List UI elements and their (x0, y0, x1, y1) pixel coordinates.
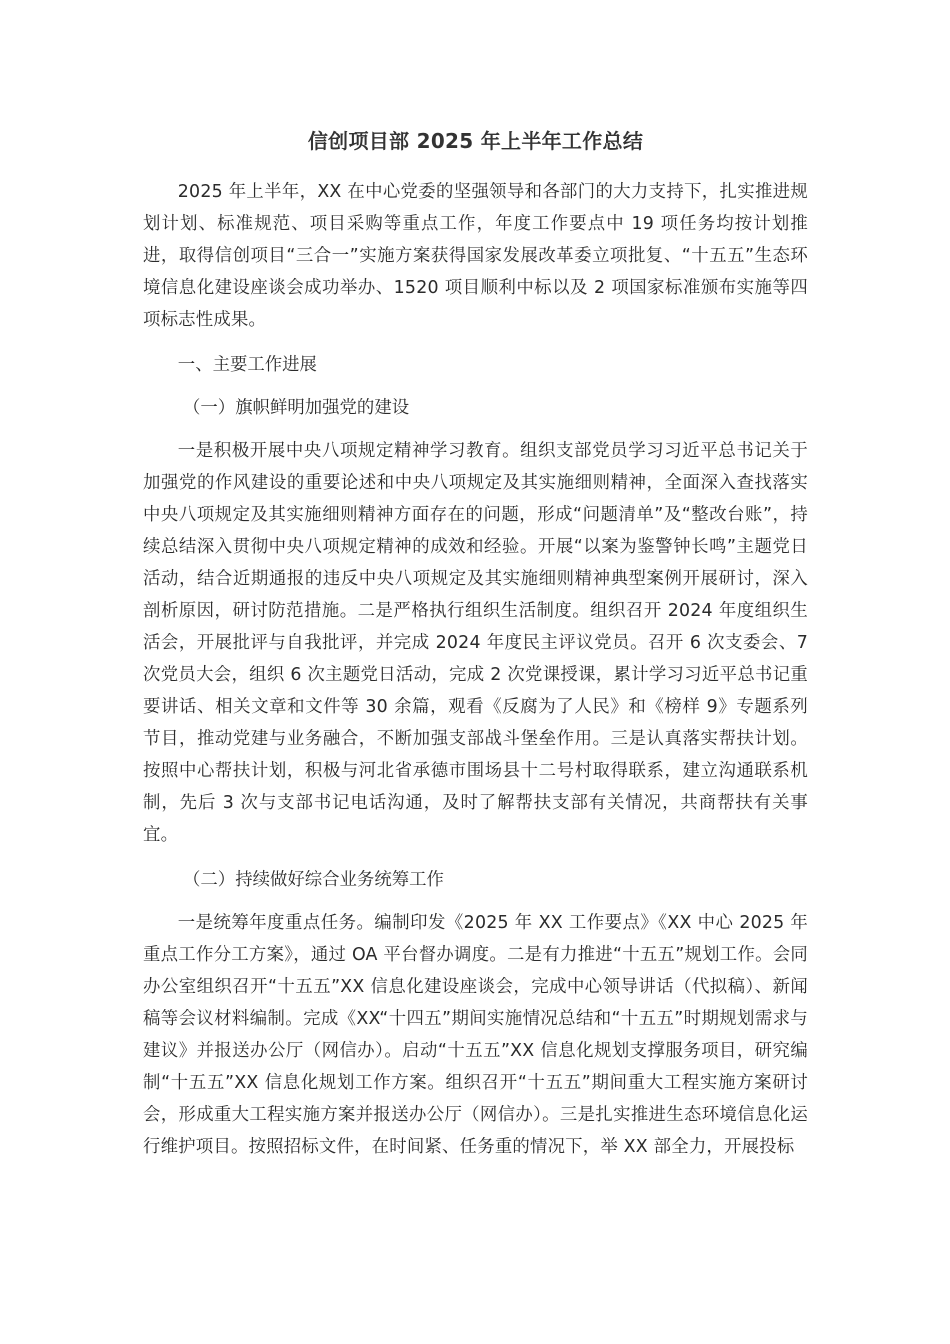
subsection-heading-party-building: （一）旗帜鲜明加强党的建设 (183, 398, 410, 418)
spacer (143, 851, 808, 864)
party-building-paragraph: 一是积极开展中央八项规定精神学习教育。组织支部党员学习习近平总书记关于加强党的作风建设的重要论述和中央八项规定及其实施细则精神，全面深入查找落实中央八项规定及其实施细则精神方面存在的问题，形成“问题清单”及“整改台账”，持续总结深入贯彻中央八项规定精神的成效和经验。开展“以案为鉴警钟长鸣”主题党日活动，结合近期通报的违反中央八项规定及其实施细则精神典型案例开展研讨，深入剖析原因，研讨防范措施。二是严格执行组织生活制度。组织召开 2024 年度组织生活会，开展批评与自我批评，并完成 2024 年度民主评议党员。召开 6 次支委会、7 次党员大会，组织 6 次主题党日活动，完成 2 次党课授课，累计学习习近平总书记重要讲话、相关文章和文件等 30 余篇，观看《反腐为了人民》和《榜样 9》专题系列节目，推动党建与业务融合，不断加强支部战斗堡垒作用。三是认真落实帮扶计划。按照中心帮扶计划，积极与河北省承德市围场县十二号村取得联系，建立沟通联系机制，先后 3 次与支部书记电话沟通，及时了解帮扶支部有关情况，共商帮扶有关事宜。 (143, 441, 808, 845)
document-title: 信创项目部 2025 年上半年工作总结 (307, 129, 644, 153)
intro-paragraph: 2025 年上半年，XX 在中心党委的坚强领导和各部门的大力支持下，扎实推进规划计划、标准规范、项目采购等重点工作，年度工作要点中 19 项任务均按计划推进，取得信创项目“三合一”实施方案获得国家发展改革委立项批复、“十五五”生态环境信息化建设座谈会成功举办、1520 项目顺利中标以及 2 项国家标准颁布实施等四项标志性成果。 (143, 182, 808, 330)
coordination-paragraph: 一是统筹年度重点任务。编制印发《2025 年 XX 工作要点》《XX 中心 2025 年重点工作分工方案》，通过 OA 平台督办调度。二是有力推进“十五五”规划工作。会同办公室组织召开“十五五”XX 信息化建设座谈会，完成中心领导讲话（代拟稿）、新闻稿等会议材料编制。完成《XX“十四五”期间实施情况总结和“十五五”时期规划需求与建议》并报送办公厅（网信办）。启动“十五五”XX 信息化规划支撑服务项目，研究编制“十五五”XX 信息化规划工作方案。组织召开“十五五”期间重大工程实施方案研讨会，形成重大工程实施方案并报送办公厅（网信办）。三是扎实推进生态环境信息化运行维护项目。按照招标文件，在时间紧、任务重的情况下，举 XX 部全力，开展投标 (143, 913, 808, 1157)
document-page (143, 124, 808, 1163)
section-heading-main-progress: 一、主要工作进展 (177, 355, 317, 375)
subsection-heading-coordination: （二）持续做好综合业务统筹工作 (183, 870, 444, 890)
